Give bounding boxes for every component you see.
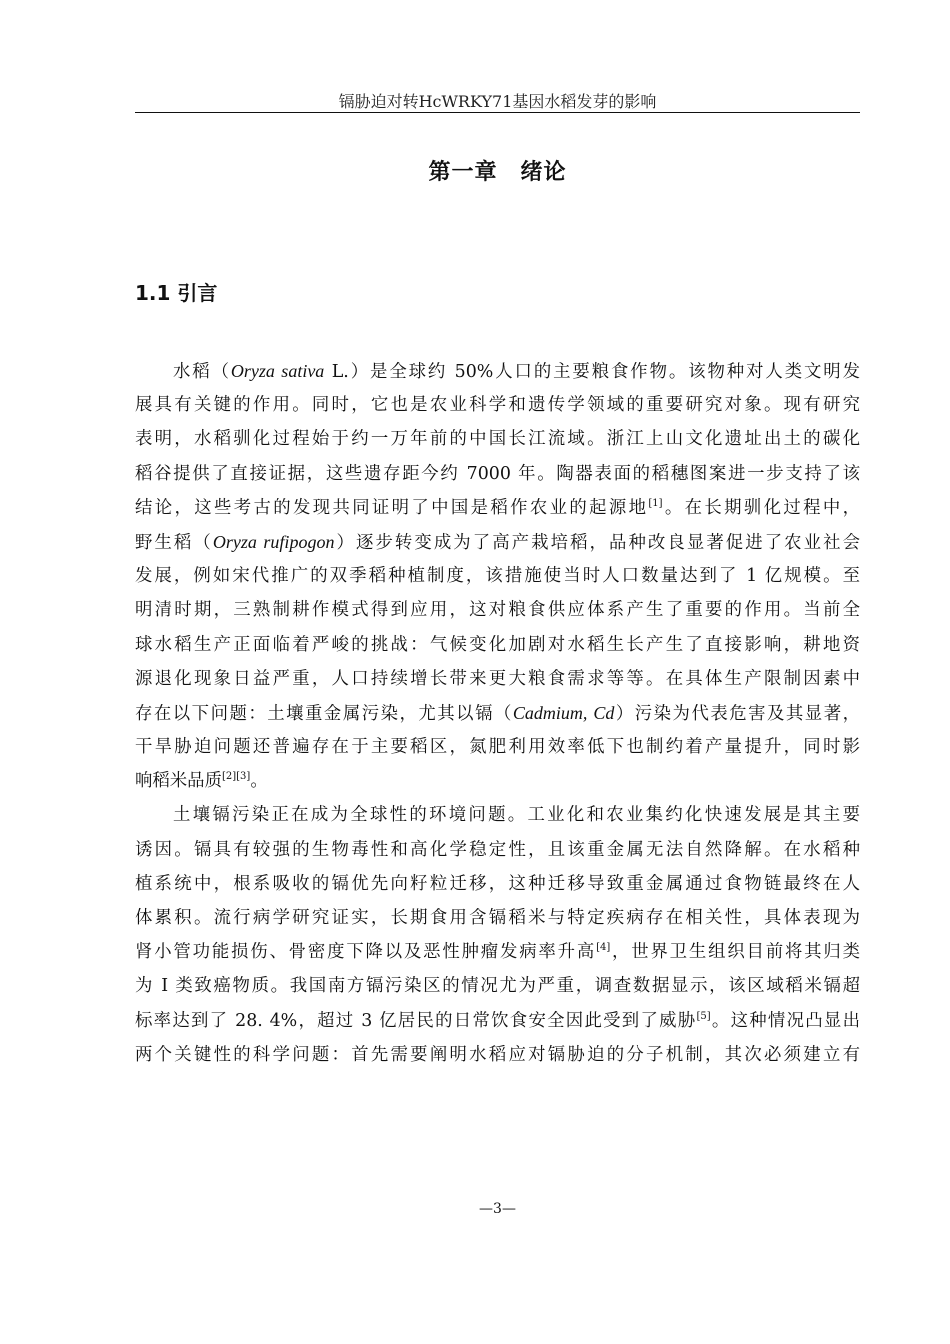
- paragraph-1-line-13: [135, 764, 860, 798]
- paragraph-1-line-5: [135, 491, 860, 525]
- text-run: 标率达到了 28. 4%，超过 3 亿居民的日常饮食安全因此受到了威胁: [135, 1010, 697, 1031]
- paragraph-1-line-1: [135, 354, 860, 388]
- paragraph-1-line-2: 展具有关键的作用。同时，它也是农业科学和遗传学领域的重要研究对象。现有研究: [135, 395, 860, 416]
- text-run: L.）是全球约 50%人口的主要粮食作物。该物种对人类文明发: [324, 362, 860, 382]
- text-run: ，世界卫生组织目前将其归类: [610, 942, 860, 963]
- text-run: 存在以下问题：土壤重金属污染，尤其以镉（: [135, 703, 513, 724]
- running-header: 镉胁迫对转HcWRKY71基因水稻发芽的影响: [338, 92, 657, 111]
- paragraph-1-line-3: 表明，水稻驯化过程始于约一万年前的中国长江流域。浙江上山文化遗址出土的碳化: [135, 429, 860, 450]
- paragraph-2-line-1: 土壤镉污染正在成为全球性的环境问题。工业化和农业集约化快速发展是其主要: [173, 805, 860, 826]
- paragraph-2-line-2: 诱因。镉具有较强的生物毒性和高化学稳定性，且该重金属无法自然降解。在水稻种: [135, 839, 860, 860]
- chapter-title: 第一章 绪论: [428, 160, 567, 185]
- paragraph-1-line-12: 干旱胁迫问题还普遍存在于主要稻区，氮肥利用效率低下也制约着产量提升，同时影: [135, 737, 860, 758]
- body-text: [135, 354, 860, 1072]
- section-heading: 1.1 引言: [135, 281, 218, 305]
- header-rule: [135, 112, 860, 113]
- text-run: ）污染为代表危害及其显著，: [614, 703, 860, 724]
- paragraph-2-line-7: [135, 1004, 860, 1038]
- paragraph-2-line-4: 体累积。流行病学研究证实，长期食用含镉稻米与特定疾病存在相关性，具体表现为: [135, 908, 860, 928]
- species-name: Oryza sativa: [230, 361, 325, 381]
- paragraph-1-line-10: 源退化现象日益严重，人口持续增长带来更大粮食需求等等。在具体生产限制因素中: [135, 668, 860, 689]
- text-run: 。在长期驯化过程中，: [662, 497, 860, 518]
- paragraph-2-line-3: 植系统中，根系吸收的镉优先向籽粒迁移，这种迁移导致重金属通过食物链最终在人: [135, 873, 860, 894]
- species-name: Oryza rufipogon: [212, 531, 335, 552]
- paragraph-1-line-6: [135, 525, 860, 559]
- paragraph-1-line-9: 球水稻生产正面临着严峻的挑战：气候变化加剧对水稻生长产生了直接影响，耕地资: [135, 634, 860, 655]
- paragraph-1-line-8: 明清时期，三熟制耕作模式得到应用，这对粮食供应体系产生了重要的作用。当前全: [135, 600, 860, 621]
- citation-ref: [4]: [596, 942, 611, 954]
- text-run: 。这种情况凸显出: [710, 1010, 860, 1031]
- citation-ref: [2][3]: [221, 771, 251, 783]
- text-run: 野生稻（: [135, 532, 213, 553]
- page-number: —3—: [479, 1201, 516, 1217]
- text-run: 结论，这些考古的发现共同证明了中国是稻作农业的起源地: [135, 497, 649, 518]
- paragraph-2-line-6: 为 I 类致癌物质。我国南方镉污染区的情况尤为严重，调查数据显示，该区域稻米镉超: [135, 976, 860, 997]
- citation-ref: [1]: [648, 497, 663, 509]
- citation-ref: [5]: [696, 1010, 711, 1022]
- text-run: 响稻米品质: [135, 771, 222, 792]
- text-run: 肾小管功能损伤、骨密度下降以及恶性肿瘤发病率升高: [135, 942, 597, 963]
- paragraph-2-line-5: [135, 935, 860, 969]
- text-run: 。: [250, 771, 268, 792]
- text-run: ）逐步转变成为了高产栽培稻，品种改良显著促进了农业社会: [334, 532, 860, 553]
- paragraph-1-line-11: [135, 696, 860, 730]
- element-name: Cadmium, Cd: [512, 702, 615, 723]
- paragraph-1-line-7: 发展，例如宋代推广的双季稻种植制度，该措施使当时人口数量达到了 1 亿规模。至: [135, 566, 860, 587]
- text-run: 水稻（: [173, 362, 231, 382]
- paragraph-1-line-4: 稻谷提供了直接证据，这些遗存距今约 7000 年。陶器表面的稻穗图案进一步支持了该: [135, 463, 860, 484]
- paragraph-2-line-8: 两个关键性的科学问题：首先需要阐明水稻应对镉胁迫的分子机制，其次必须建立有: [135, 1044, 860, 1065]
